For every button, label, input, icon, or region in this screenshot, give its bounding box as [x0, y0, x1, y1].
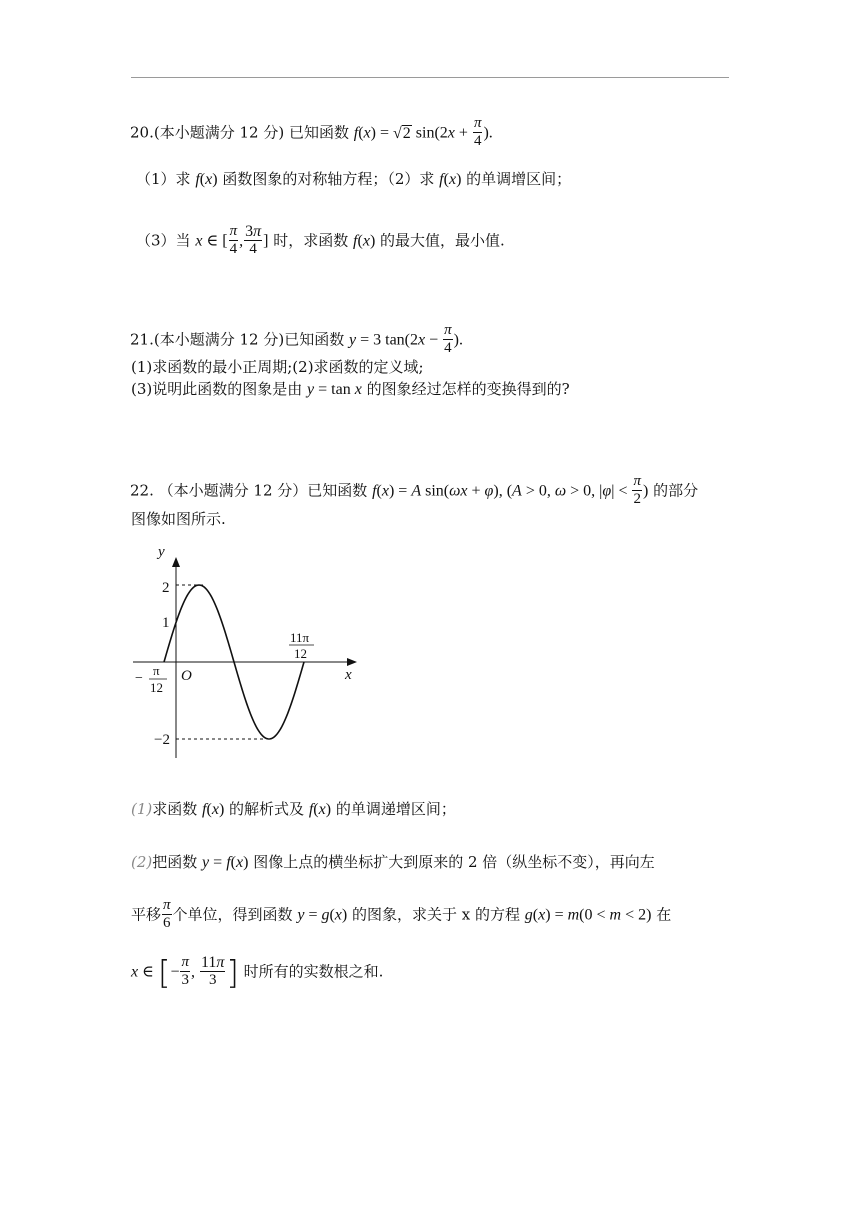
q20-part1-2: （1）求 f(x) 函数图象的对称轴方程；（2）求 f(x) 的单调增区间；	[136, 170, 572, 188]
q20-formula: f	[353, 124, 359, 142]
q22-p1-a: 求函数	[152, 800, 198, 818]
q20-sub3-label: （3）当	[136, 231, 191, 250]
q21-lead: 已知函数	[284, 330, 345, 349]
q22-p2-d: 个单位，得到函数	[172, 905, 293, 924]
q20-sub2-label: （2）求	[387, 170, 435, 188]
q22-p2-f: 在	[656, 905, 672, 924]
sine-graph	[125, 540, 375, 760]
x-axis-arrow	[347, 658, 357, 666]
x-tick-right-num: 11π	[290, 630, 310, 645]
y-tick-2: 2	[162, 580, 170, 596]
q22-p2-number: (2)	[131, 853, 153, 871]
x-tick-neg-den: 12	[150, 680, 163, 695]
q20-sub3-mid: 时，求函数	[273, 231, 349, 250]
header-rule	[131, 77, 729, 78]
q20-sub3-text: 的最大值，最小值.	[380, 231, 505, 250]
x-tick-right-den: 12	[294, 646, 307, 661]
q22-tail: 的部分	[653, 481, 699, 500]
q21-header: (本小题满分 12 分)	[153, 330, 285, 349]
q20-sub2-text: 的单调增区间；	[466, 170, 572, 188]
x-tick-neg-num: π	[153, 663, 160, 678]
q21-number: 21.	[130, 330, 154, 349]
x-tick-neg-sign: −	[135, 671, 143, 686]
q20-sub1-label: （1）求	[136, 170, 191, 188]
q22-p2-g: 时所有的实数根之和.	[243, 962, 384, 981]
origin-label: O	[181, 668, 192, 684]
y-axis-label: y	[158, 544, 165, 560]
q22-p2-c: 平移	[131, 905, 162, 924]
q22-statement: 22. （本小题满分 12 分）已知函数 f(x) = A sin(ωx + φ), (A > 0, ω > 0, |φ| < $\frac{\pi}{2}$ ) 的部分	[130, 473, 699, 507]
q22-p2-a: 把函数	[152, 853, 198, 871]
x-axis-label: x	[345, 667, 352, 683]
q21-line2-a: (3)说明此函数的图象是由	[131, 380, 303, 398]
q22-p2-b: 图像上点的横坐标扩大到原来的 2 倍（纵坐标不变），再向左	[253, 853, 655, 871]
q20-lead: 已知函数	[288, 123, 349, 142]
y-tick-neg2: −2	[154, 732, 170, 748]
q20-sub1-text: 函数图象的对称轴方程；	[222, 170, 388, 188]
q22-p1-b: 的解析式及	[229, 800, 305, 818]
q21-line2-b: 的图象经过怎样的变换得到的?	[366, 380, 570, 398]
q22-part2-line1: (2)把函数 y = f(x) 图像上点的横坐标扩大到原来的 2 倍（纵坐标不变），再向左	[131, 853, 655, 871]
y-tick-1: 1	[162, 615, 170, 631]
y-axis-arrow	[172, 557, 180, 567]
q22-header: （本小题满分 12 分）	[158, 481, 308, 500]
q21-line2: (3)说明此函数的图象是由 y = tan x 的图象经过怎样的变换得到的?	[131, 380, 570, 398]
q22-part2-line3: x ∈ [− $\frac{\pi}{3}$ , $\frac{11\pi}{3}$ ] 时所有的实数根之和.	[131, 953, 384, 992]
q22-p1-c: 的单调递增区间；	[335, 800, 456, 818]
q22-lead: 已知函数	[307, 481, 368, 500]
q20-number: 20.	[130, 123, 154, 142]
q20-statement: 20.(本小题满分 12 分) 已知函数 f(x) = √2 sin(2x + $\frac{\pi}{4}$ ).	[130, 115, 493, 149]
q22-number: 22.	[130, 481, 154, 500]
q22-p1-number: (1)	[131, 800, 153, 818]
q20-header: (本小题满分 12 分)	[153, 123, 285, 142]
q22-p2-e: 的图象，求关于 x 的方程	[352, 905, 521, 924]
q21-statement: 21.(本小题满分 12 分)已知函数 y = 3 tan(2x − $\frac{\pi}{4}$ ).	[130, 322, 463, 356]
q22-part1: (1)求函数 f(x) 的解析式及 f(x) 的单调递增区间；	[131, 800, 456, 818]
q21-line1: (1)求函数的最小正周期;(2)求函数的定义域;	[131, 358, 424, 376]
q22-line2: 图像如图所示.	[131, 510, 226, 528]
q20-part3: （3）当 x ∈ [ $\frac{\pi}{4}$ , $\frac{3\pi}{4}$ ] 时，求函数 f(x) 的最大值，最小值.	[136, 223, 505, 257]
q22-part2-line2: 平移 $\frac{\pi}{6}$ 个单位，得到函数 y = g(x) 的图象，求关于 x 的方程 g(x) = m(0 < m < 2) 在	[131, 897, 672, 931]
